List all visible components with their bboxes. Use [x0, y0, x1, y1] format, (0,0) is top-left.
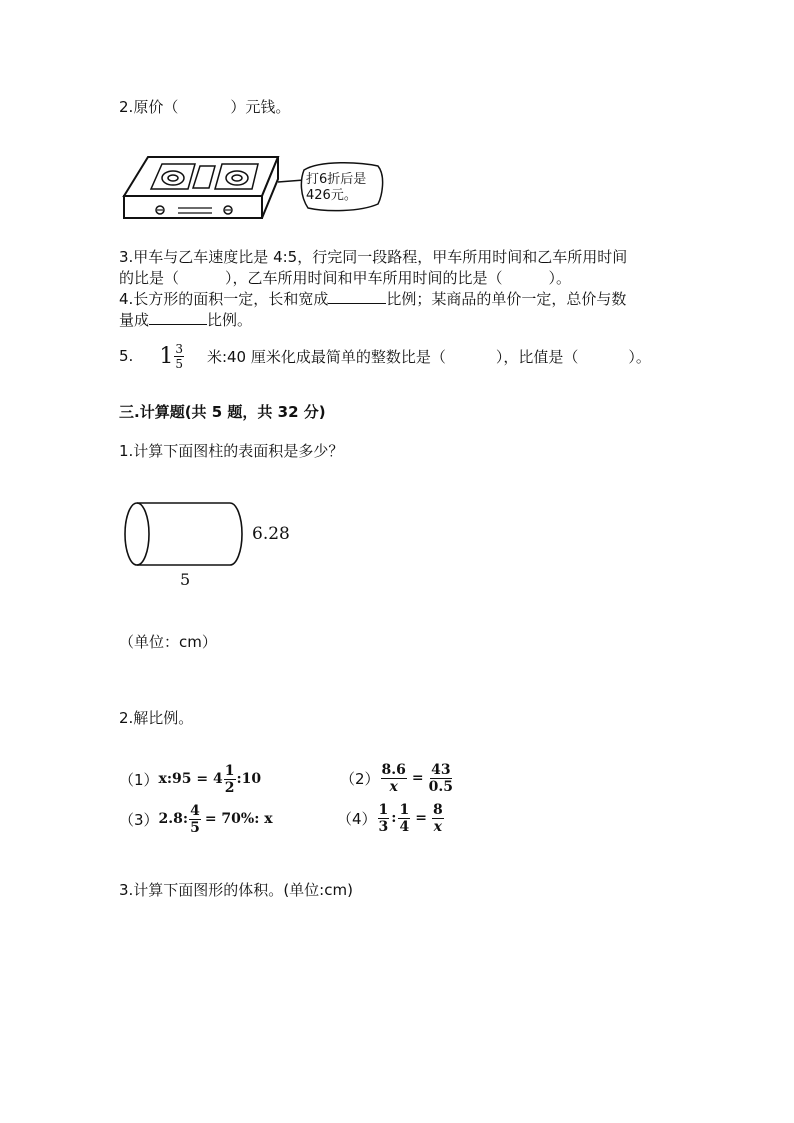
question-5 [119, 339, 651, 373]
fraction-denominator: 0.5 [428, 778, 453, 795]
question-2 [119, 96, 290, 118]
fraction-denominator: x [389, 778, 398, 795]
section-title: 三.计算题(共 5 题，共 32 分) [119, 403, 326, 421]
fraction-denominator: 2 [224, 779, 235, 796]
colon: : [391, 810, 397, 826]
fraction-denominator: 5 [190, 819, 200, 836]
fraction-numerator: 3 [175, 341, 183, 356]
equation-text: 2.8: [158, 811, 189, 827]
question-4-line-2 [119, 309, 252, 331]
equation-4 [337, 801, 445, 835]
equation-text: :10 [236, 771, 262, 787]
calc-question-2: 2.解比例。 [119, 709, 194, 727]
equation-label: （3） [119, 810, 159, 829]
equals-sign: = [411, 770, 424, 786]
equation-label: （2） [340, 769, 380, 788]
equation-fraction [189, 804, 201, 835]
gas-stove-illustration [120, 152, 390, 224]
cylinder-diagram [120, 498, 300, 594]
cylinder-side-label: 6.28 [252, 524, 290, 544]
equals-sign: = [415, 810, 427, 826]
question-text: 4.长方形的面积一定，长和宽成 [119, 290, 329, 308]
equation-fraction [398, 803, 410, 834]
question-text: ），比值是（ [495, 347, 579, 366]
equation-fraction [381, 763, 407, 794]
equation-1 [119, 764, 261, 794]
equation-fraction [429, 763, 453, 794]
fraction-denominator: 5 [175, 356, 183, 371]
question-text: 米:40 厘米化成最简单的整数比是（ [206, 347, 446, 366]
question-number: 2. [119, 98, 134, 116]
mixed-number-whole: 1 [159, 343, 174, 369]
question-3-line-1: 3.甲车与乙车速度比是 4:5，行完同一段路程，甲车所用时间和乙车所用时间 [119, 248, 628, 266]
question-4-line-1 [119, 288, 626, 310]
equation-fraction [224, 764, 236, 795]
question-text: ），乙车所用时间和甲车所用时间的比是（ [225, 269, 503, 287]
question-text: 比例；某商品的单价一定，总价与数 [386, 290, 627, 308]
answer-blank[interactable] [328, 289, 386, 304]
cylinder-bottom-label: 5 [180, 570, 191, 589]
fraction-numerator: 4 [190, 802, 200, 819]
equation-label: （4） [337, 809, 377, 828]
answer-blank[interactable] [149, 310, 207, 325]
fraction-numerator: 8.6 [381, 761, 406, 778]
equation-label: （1） [119, 770, 159, 789]
equation-fraction [432, 803, 444, 834]
calc-question-3: 3.计算下面图形的体积。(单位:cm) [119, 881, 353, 899]
equation-fraction [378, 803, 390, 834]
equation-3 [119, 804, 273, 834]
fraction-numerator: 1 [378, 801, 389, 818]
question-text: 量成 [119, 311, 150, 329]
question-text: 比例。 [207, 311, 253, 329]
calc-question-1: 1.计算下面图柱的表面积是多少？ [119, 442, 344, 460]
question-text: ）。 [548, 269, 572, 287]
equation-2 [340, 761, 454, 795]
fraction-numerator: 1 [224, 762, 235, 779]
fraction-numerator: 8 [432, 801, 443, 818]
fraction-denominator: 4 [399, 818, 410, 835]
question-3-line-2 [119, 267, 571, 289]
price-tag-text: 打6折后是426元。 [306, 172, 367, 203]
mixed-number-fraction [174, 343, 184, 370]
equation-text: x:95 = 4 [158, 771, 223, 787]
equation-text: = 70%: x [204, 811, 273, 827]
question-text: 原价（ [133, 98, 179, 116]
unit-label: （单位：cm） [119, 633, 217, 651]
question-text: ）。 [628, 347, 651, 366]
fraction-denominator: x [433, 818, 442, 835]
question-number: 5. [119, 347, 134, 365]
fraction-numerator: 43 [431, 761, 451, 778]
question-text: ）元钱。 [230, 98, 291, 116]
question-text: 的比是（ [119, 269, 180, 287]
fraction-numerator: 1 [399, 801, 410, 818]
fraction-denominator: 3 [378, 818, 389, 835]
